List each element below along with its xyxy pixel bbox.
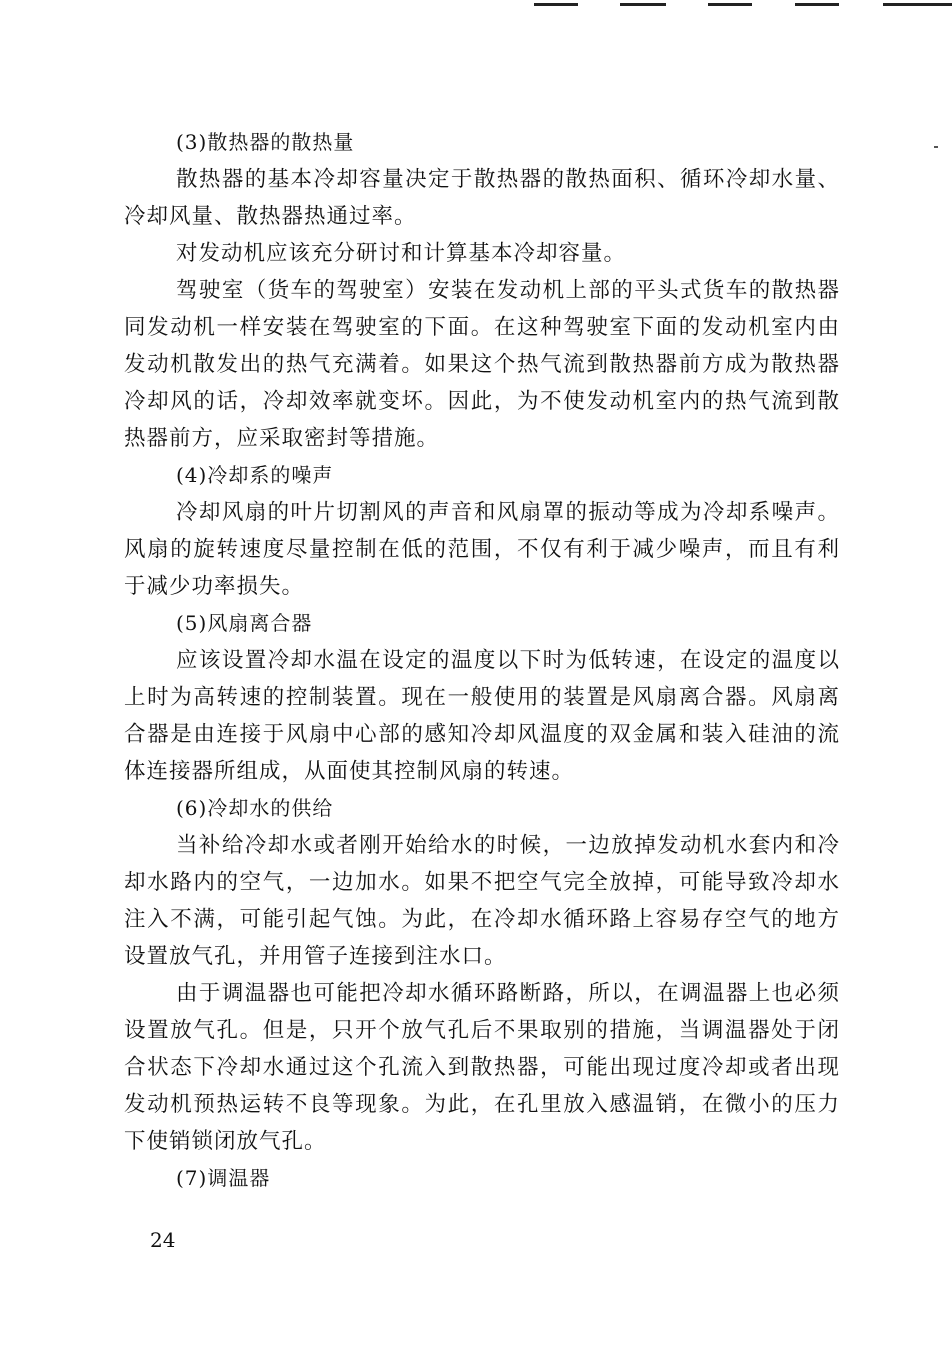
section-heading: (3)散热器的散热量 xyxy=(176,130,355,154)
paragraph: 散热器的基本冷却容量决定于散热器的散热面积、循环冷却水量、冷却风量、散热器热通过率。 xyxy=(124,167,840,229)
paragraph: 冷却风扇的叶片切割风的声音和风扇罩的振动等成为冷却系噪声。风扇的旋转速度尽量控制在低的范围，不仅有利于减少噪声，而且有利于减少功率损失。 xyxy=(124,500,840,599)
header-rule xyxy=(708,3,752,6)
header-rule xyxy=(883,3,952,6)
section-heading: (7)调温器 xyxy=(176,1166,271,1190)
header-rule xyxy=(534,3,578,6)
paragraph: 由于调温器也可能把冷却水循环路断路，所以，在调温器上也必须设置放气孔。但是，只开个放气孔后不果取别的措施，当调温器处于闭合状态下冷却水通过这个孔流入到散热器，可能出现过度冷却或者出现发动机预热运转不良等现象。为此，在孔里放入感温销，在微小的压力下使销锁闭放气孔。 xyxy=(124,981,840,1154)
header-rules xyxy=(0,0,952,12)
section-heading: (5)风扇离合器 xyxy=(176,611,313,635)
paragraph: 当补给冷却水或者刚开始给水的时候，一边放掉发动机水套内和冷却水路内的空气，一边加水。如果不把空气完全放掉，可能导致冷却水注入不满，可能引起气蚀。为此，在冷却水循环路上容易存空气的地方设置放气孔，并用管子连接到注水口。 xyxy=(124,833,840,969)
header-rule xyxy=(795,3,839,6)
section-heading: (4)冷却系的噪声 xyxy=(176,463,334,487)
section-heading: (6)冷却水的供给 xyxy=(176,796,334,820)
paragraph: 对发动机应该充分研讨和计算基本冷却容量。 xyxy=(176,241,627,266)
page-number: 24 xyxy=(150,1228,176,1252)
paragraph: 应该设置冷却水温在设定的温度以下时为低转速，在设定的温度以上时为高转速的控制装置。现在一般使用的装置是风扇离合器。风扇离合器是由连接于风扇中心部的感知冷却风温度的双金属和装入硅油的流体连接器所组成，从面使其控制风扇的转速。 xyxy=(124,648,840,784)
paragraph: 驾驶室（货车的驾驶室）安装在发动机上部的平头式货车的散热器同发动机一样安装在驾驶室的下面。在这种驾驶室下面的发动机室内由发动机散发出的热气充满着。如果这个热气流到散热器前方成为散热器冷却风的话，冷却效率就变坏。因此，为不使发动机室内的热气流到散热器前方，应采取密封等措施。 xyxy=(124,278,840,451)
header-rule xyxy=(620,3,666,6)
page-body xyxy=(124,124,840,1197)
margin-mark xyxy=(934,146,938,148)
